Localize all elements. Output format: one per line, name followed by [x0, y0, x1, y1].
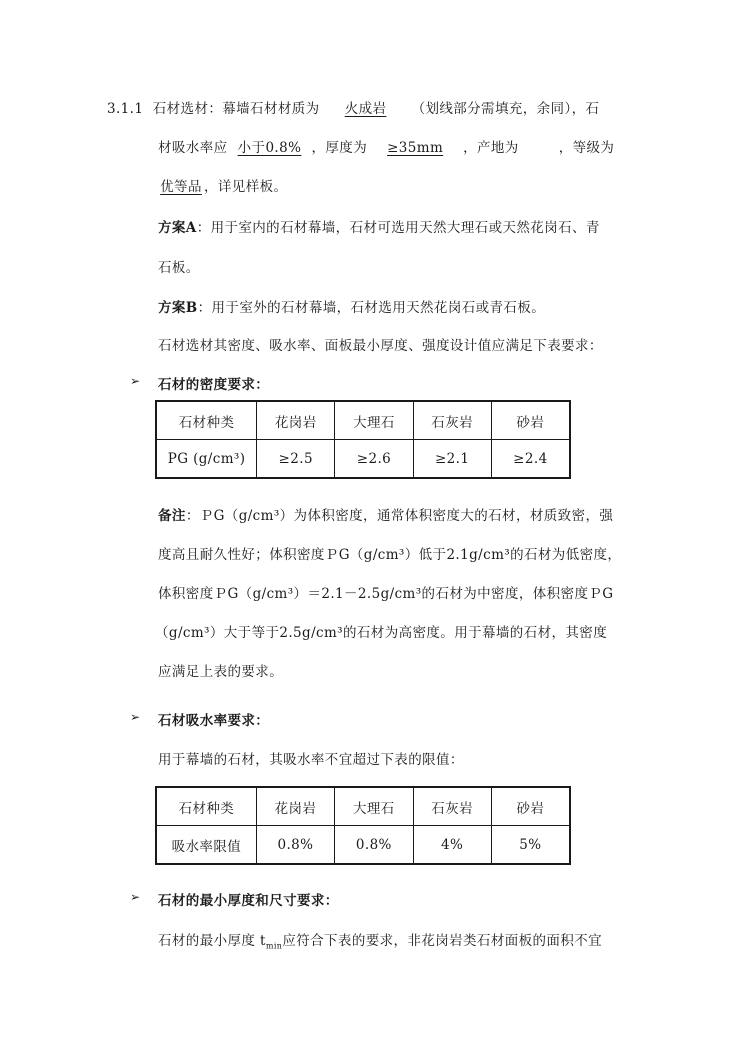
table-header-cell: 石灰岩 [413, 787, 491, 826]
clause-text: ，产地为 [463, 140, 519, 156]
thickness-heading: 石材的最小厚度和尺寸要求： [158, 893, 339, 909]
plan-a-label: 方案A [158, 220, 197, 236]
table-cell: ≥2.4 [491, 440, 570, 479]
plan-b-line [158, 296, 545, 316]
row-label-cell [156, 440, 257, 479]
requirement-intro: 石材选材其密度、吸水率、面板最小厚度、强度设计值应满足下表要求： [158, 338, 603, 354]
table-cell: 0.8% [335, 826, 413, 865]
table-row [156, 826, 570, 865]
thickness-text-part: 应符合下表的要求，非花岗岩类石材面板的面积不宜 [282, 933, 603, 949]
table-header-cell: 大理石 [335, 401, 413, 440]
note-line-1 [158, 504, 613, 524]
note-label: 备注 [158, 508, 186, 524]
density-symbol: PG [167, 450, 189, 467]
plan-a-text: ：用于室内的石材幕墙，石材可选用天然大理石或天然花岗石、青 [196, 220, 600, 236]
table-header-cell: 石材种类 [156, 787, 256, 826]
plan-b-text: ：用于室外的石材幕墙，石材选用天然花岗石或青石板。 [197, 300, 546, 316]
table-cell: ≥2.6 [335, 440, 413, 479]
density-table [155, 400, 571, 479]
note-line-5: 应满足上表的要求。 [158, 664, 284, 680]
grade-field[interactable]: 优等品 [160, 179, 202, 195]
table-header-cell: 石材种类 [156, 401, 257, 440]
density-heading: 石材的密度要求： [158, 377, 270, 393]
clause-text: ，厚度为 [311, 140, 368, 156]
table-header-cell: 花岗岩 [256, 787, 334, 826]
note-line-3: 体积密度ＰG（g/cm³）＝2.1－2.5g/cm³的石材为中密度，体积密度ＰG [158, 586, 614, 602]
clause-line-2 [158, 136, 614, 156]
plan-b-label: 方案B [158, 300, 198, 316]
thickness-subscript: min [265, 941, 283, 951]
table-header-row [156, 787, 570, 826]
absorption-field[interactable]: 小于0.8% [237, 140, 302, 156]
thickness-text [158, 929, 602, 951]
table-cell: 4% [413, 826, 491, 865]
table-header-cell: 砂岩 [491, 787, 570, 826]
table-header-row [156, 401, 570, 440]
absorption-table [155, 786, 571, 865]
clause-text: ，详见样板。 [204, 179, 288, 195]
thickness-text-part: 石材的最小厚度 t [158, 933, 266, 949]
note-line-2: 度高且耐久性好；体积密度ＰG（g/cm³）低于2.1g/cm³的石材为低密度， [158, 547, 622, 563]
plan-a-line-1 [158, 216, 600, 236]
absorption-intro: 用于幕墙的石材，其吸水率不宜超过下表的限值： [158, 752, 464, 768]
clause-line-3 [158, 175, 287, 195]
table-header-cell: 砂岩 [491, 401, 570, 440]
table-cell: 0.8% [256, 826, 334, 865]
table-row [156, 440, 570, 479]
material-field[interactable]: 火成岩 [344, 101, 387, 117]
row-label-cell: 吸水率限值 [156, 826, 256, 865]
note-text: ：ＰG（g/cm³）为体积密度，通常体积密度大的石材，材质致密，强 [185, 508, 614, 524]
clause-number: 3.1.1 [107, 101, 144, 117]
density-unit: (g/cm³) [193, 450, 246, 467]
absorption-heading: 石材吸水率要求： [158, 713, 270, 729]
table-header-cell: 大理石 [335, 787, 413, 826]
bullet-arrow-icon: ➢ [130, 710, 141, 724]
table-header-cell: 花岗岩 [257, 401, 335, 440]
plan-a-text: 石板。 [158, 260, 200, 276]
clause-text: （划线部分需填充，余同），石 [411, 101, 600, 117]
plan-a-line-2 [158, 256, 200, 276]
note-line-4: （g/cm³）大于等于2.5g/cm³的石材为高密度。用于幕墙的石材，其密度 [155, 625, 608, 641]
thickness-field[interactable]: ≥35mm [387, 140, 444, 156]
table-header-cell: 石灰岩 [413, 401, 491, 440]
table-cell: ≥2.5 [257, 440, 335, 479]
clause-text: 材吸水率应 [158, 140, 228, 156]
table-cell: 5% [491, 826, 570, 865]
clause-text: 石材选材：幕墙石材材质为 [152, 101, 320, 117]
clause-line-1 [107, 97, 599, 117]
bullet-arrow-icon: ➢ [130, 374, 141, 388]
table-cell: ≥2.1 [413, 440, 491, 479]
bullet-arrow-icon: ➢ [130, 890, 141, 904]
clause-text: ，等级为 [558, 140, 615, 156]
